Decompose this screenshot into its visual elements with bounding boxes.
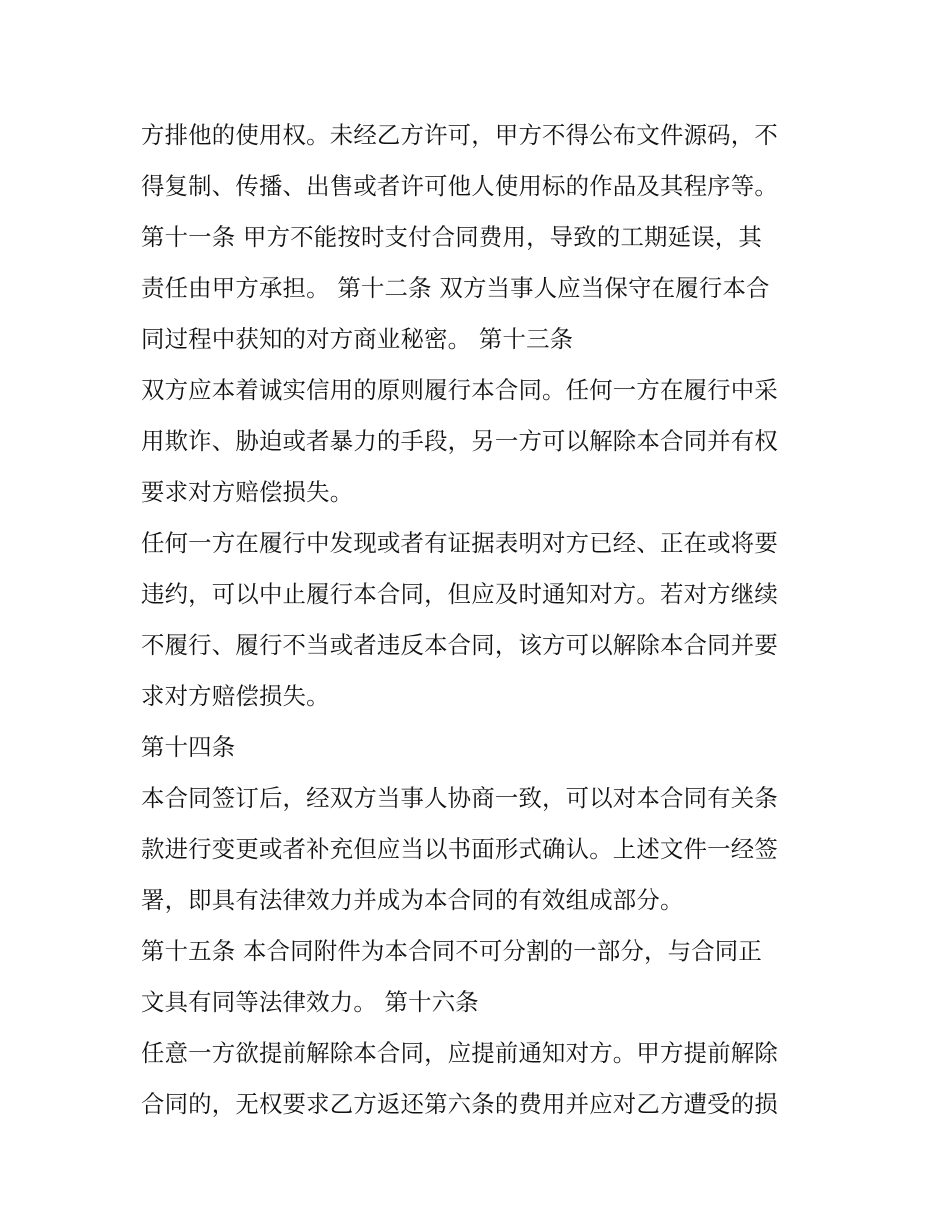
text-line: 任意一方欲提前解除本合同，应提前通知对方。甲方提前解除 (141, 1039, 778, 1067)
text-line: 同过程中获知的对方商业秘密。 第十三条 (141, 325, 574, 353)
text-line: 求对方赔偿损失。 (141, 682, 330, 710)
text-line: 合同的，无权要求乙方返还第六条的费用并应对乙方遭受的损 (141, 1090, 778, 1118)
text-line: 本合同签订后，经双方当事人协商一致，可以对本合同有关条 (141, 784, 778, 812)
text-line: 署，即具有法律效力并成为本合同的有效组成部分。 (141, 886, 684, 914)
paragraph-early-termination (141, 1028, 821, 1130)
text-line: 要求对方赔偿损失。 (141, 478, 354, 506)
document-body (141, 110, 821, 1130)
paragraph-clause-15-16 (141, 926, 821, 1028)
text-line: 违约，可以中止履行本合同，但应及时通知对方。若对方继续 (141, 580, 778, 608)
text-line: 第十一条 甲方不能按时支付合同费用，导致的工期延误，其 (141, 223, 762, 251)
paragraph-clause-11-13 (141, 110, 821, 365)
text-line: 款进行变更或者补充但应当以书面形式确认。上述文件一经签 (141, 835, 778, 863)
text-line: 得复制、传播、出售或者许可他人使用标的作品及其程序等。 (141, 172, 778, 200)
paragraph-good-faith (141, 365, 821, 518)
text-line: 第十五条 本合同附件为本合同不可分割的一部分，与合同正 (141, 937, 762, 965)
text-line: 方排他的使用权。未经乙方许可，甲方不得公布文件源码，不 (141, 121, 778, 149)
text-line: 用欺诈、胁迫或者暴力的手段，另一方可以解除本合同并有权 (141, 427, 778, 455)
paragraph-breach (141, 518, 821, 722)
text-line: 任何一方在履行中发现或者有证据表明对方已经、正在或将要 (141, 529, 778, 557)
clause-heading-14 (141, 722, 821, 773)
paragraph-amendment (141, 773, 821, 926)
text-line: 责任由甲方承担。 第十二条 双方当事人应当保守在履行本合 (141, 274, 770, 302)
text-line: 不履行、履行不当或者违反本合同，该方可以解除本合同并要 (141, 631, 778, 659)
text-line: 双方应本着诚实信用的原则履行本合同。任何一方在履行中采 (141, 376, 778, 404)
clause-heading: 第十四条 (141, 733, 236, 761)
text-line: 文具有同等法律效力。 第十六条 (141, 988, 479, 1016)
